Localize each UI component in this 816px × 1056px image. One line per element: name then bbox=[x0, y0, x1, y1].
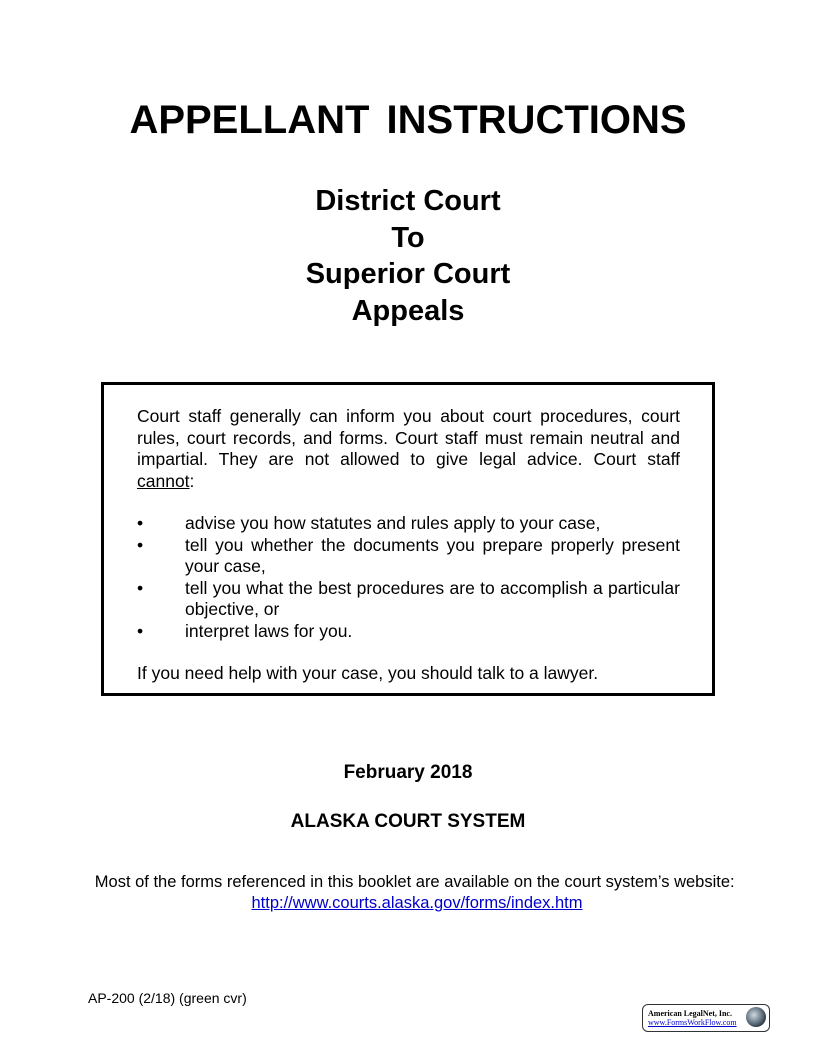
notice-intro bbox=[137, 406, 680, 492]
subtitle-line: To bbox=[391, 221, 425, 254]
cannot-list bbox=[137, 513, 680, 642]
logo-url[interactable]: www.FormsWorkFlow.com bbox=[648, 1018, 737, 1027]
list-item bbox=[137, 621, 680, 643]
notice-closing: If you need help with your case, you should talk to a lawyer. bbox=[137, 663, 599, 683]
page-title: APPELLANT INSTRUCTIONS bbox=[129, 98, 687, 142]
subtitle-line: Appeals bbox=[351, 294, 465, 327]
subtitle-line: Superior Court bbox=[305, 258, 511, 290]
cannot-suffix: : bbox=[189, 470, 195, 491]
list-item-text: tell you what the best procedures are to accomplish a particular objective, or bbox=[185, 577, 680, 619]
cannot-word: cannot bbox=[137, 470, 190, 491]
list-item bbox=[137, 535, 680, 578]
list-item bbox=[137, 578, 680, 621]
organization-name: ALASKA COURT SYSTEM bbox=[290, 811, 526, 832]
subtitle bbox=[0, 183, 816, 329]
american-legalnet-logo[interactable] bbox=[642, 1004, 770, 1032]
notice-intro-text: Court staff generally can inform you about court procedures, court rules, court records, and forms. Court staff must remain neutral and impartial. They are not allowed to give legal advice. bbox=[137, 406, 680, 469]
list-item-text: tell you whether the documents you prepare properly present your case, bbox=[185, 534, 680, 576]
form-code: AP-200 (2/18) (green cvr) bbox=[88, 990, 247, 1006]
subtitle-line: District Court bbox=[315, 185, 501, 217]
bullet-icon: • bbox=[137, 620, 144, 641]
bullet-icon: • bbox=[137, 513, 144, 533]
notice-box bbox=[101, 382, 715, 696]
globe-icon bbox=[746, 1007, 766, 1027]
list-item-text: interpret laws for you. bbox=[185, 620, 353, 641]
logo-company: American LegalNet, Inc. bbox=[648, 1009, 732, 1018]
bullet-icon: • bbox=[137, 577, 144, 598]
bullet-icon: • bbox=[137, 534, 144, 555]
list-item bbox=[137, 513, 680, 535]
publication-date: February 2018 bbox=[343, 762, 473, 783]
forms-link[interactable]: http://www.courts.alaska.gov/forms/index.htm bbox=[251, 894, 583, 912]
cannot-prefix: Court staff bbox=[593, 449, 680, 469]
website-note bbox=[0, 872, 816, 914]
list-item-text: advise you how statutes and rules apply to your case, bbox=[185, 513, 601, 533]
website-note-text: Most of the forms referenced in this booklet are available on the court system’s website: bbox=[94, 873, 735, 891]
